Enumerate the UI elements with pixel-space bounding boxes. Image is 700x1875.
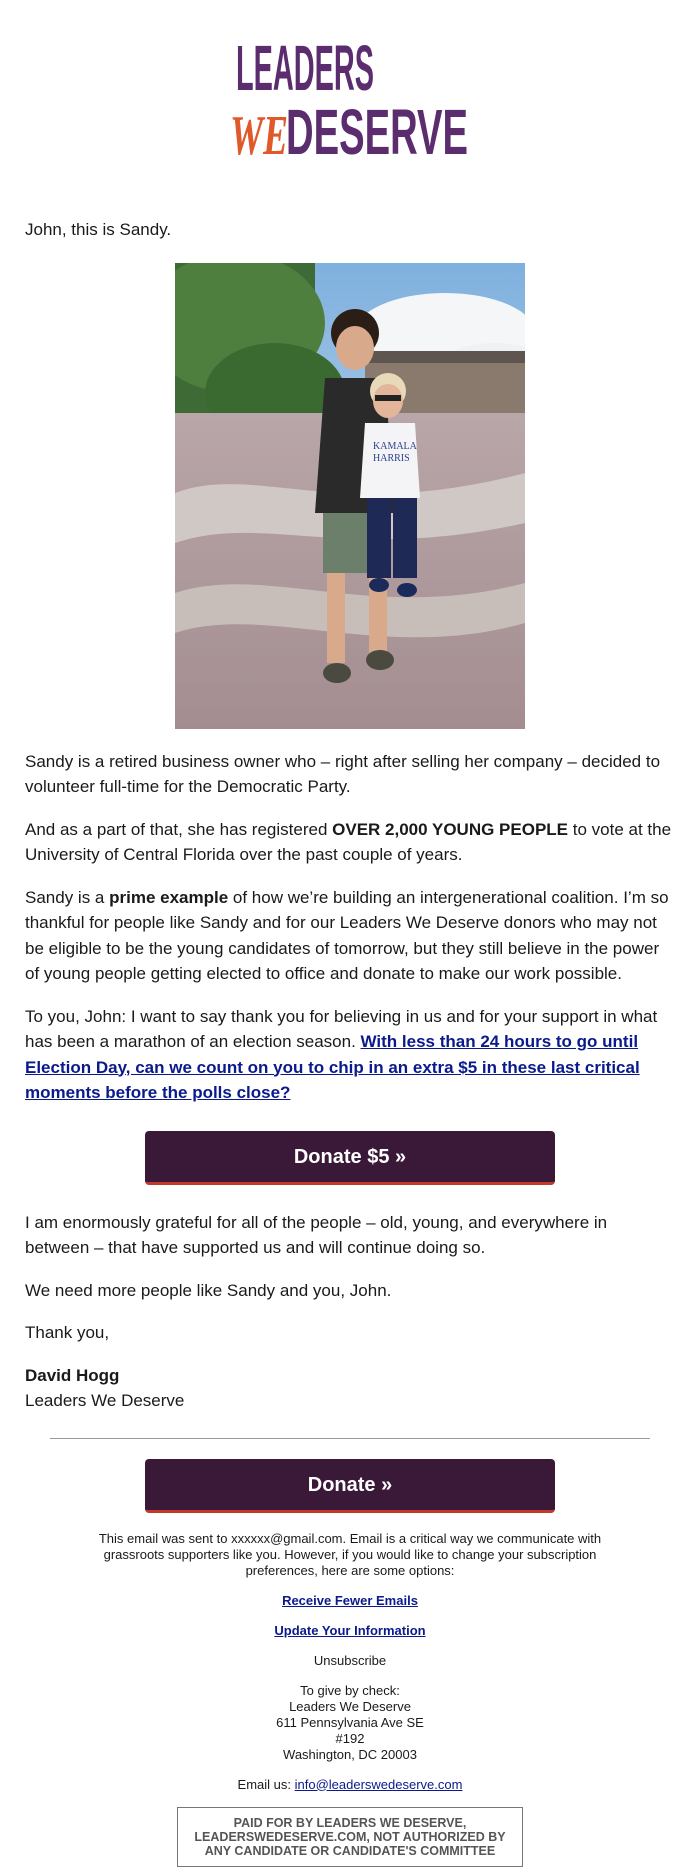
donate-5-button[interactable]: Donate $5 » <box>145 1131 555 1185</box>
check-label: To give by check: <box>300 1682 400 1698</box>
mailing-address <box>70 1683 630 1763</box>
paragraph-3-end: of how we’re building an intergenerational coalition. I’m so thankful for people like Sandy and for our Leaders We Deserve donors who may not be eligible to be the young candidates of tomorrow, but they still believe in the power of young people getting elected to office and donate to make our work possible. <box>25 887 669 983</box>
donate-ask-link[interactable]: With less than 24 hours to go until Election Day, can we count on you to chip in an extra $5 in these last critical moments before the polls close? <box>25 1032 640 1102</box>
donate-button[interactable]: Donate » <box>145 1459 555 1513</box>
highlight-registered-count: OVER 2,000 YOUNG PEOPLE <box>332 819 569 839</box>
shirt-text-1: KAMALA <box>373 440 417 452</box>
address-line-2: 611 Pennsylvania Ave SE <box>276 1714 424 1730</box>
address-line-1: Leaders We Deserve <box>289 1698 411 1714</box>
footer-fewer-emails-item <box>70 1593 630 1609</box>
email-us-label: Email us: <box>237 1776 295 1792</box>
unsubscribe-text[interactable]: Unsubscribe <box>313 1652 387 1668</box>
footer <box>0 1531 700 1793</box>
footer-notice: This email was sent to xxxxxx@gmail.com. Email is a critical way we communicate with grassroots supporters like you. However, if you would like to change your subscription preferences, here are some options: <box>98 1530 602 1578</box>
contact-email-link[interactable]: info@leaderswedeserve.com <box>294 1776 463 1792</box>
paragraph-6: We need more people like Sandy and you, John. <box>25 1280 392 1300</box>
email-body <box>0 217 700 1414</box>
paragraph-2-end: to vote at the University of Central Florida over the past couple of years. <box>25 819 672 864</box>
logo-deserve: DESERVE <box>286 96 468 160</box>
greeting: John, this is Sandy. <box>25 220 172 239</box>
paragraph-4 <box>25 1004 675 1106</box>
paragraph-3 <box>25 885 675 987</box>
email-page <box>0 28 700 1867</box>
receive-fewer-emails-link[interactable]: Receive Fewer Emails <box>282 1592 418 1608</box>
photo-david-and-sandy <box>175 263 525 729</box>
signature-org: Leaders We Deserve <box>25 1391 185 1410</box>
paragraph-5: I am enormously grateful for all of the people – old, young, and everywhere in between – that have supported us and will continue doing so. <box>25 1212 608 1257</box>
paragraph-3-start: Sandy is a <box>25 887 110 907</box>
signature-name: David Hogg <box>25 1365 120 1385</box>
update-information-link[interactable]: Update Your Information <box>274 1622 426 1638</box>
divider <box>50 1438 650 1439</box>
paragraph-1: Sandy is a retired business owner who – right after selling her company – decided to volunteer full-time for the Democratic Party. <box>25 751 661 796</box>
footer-update-info-item <box>70 1623 630 1639</box>
paid-for-disclaimer: PAID FOR BY LEADERS WE DESERVE, LEADERSWEDESERVE.COM, NOT AUTHORIZED BY ANY CANDIDATE OR CANDIDATE'S COMMITTEE <box>177 1807 523 1867</box>
logo-we: WE <box>230 105 288 160</box>
address-line-3: #192 <box>335 1730 365 1746</box>
highlight-prime-example: prime example <box>109 887 229 907</box>
paragraph-4-start: To you, John: I want to say thank you for believing in us and for your support in what has been a marathon of an election season. <box>25 1006 658 1051</box>
paragraph-2 <box>25 817 675 868</box>
paragraph-2-start: And as a part of that, she has registered <box>25 819 333 839</box>
email-us <box>70 1777 630 1793</box>
leaders-we-deserve-logo <box>230 28 470 160</box>
logo-line-leaders: LEADERS <box>236 32 374 104</box>
address-line-4: Washington, DC 20003 <box>283 1746 417 1762</box>
shirt-text-2: HARRIS <box>373 452 410 464</box>
closing: Thank you, <box>25 1323 110 1342</box>
